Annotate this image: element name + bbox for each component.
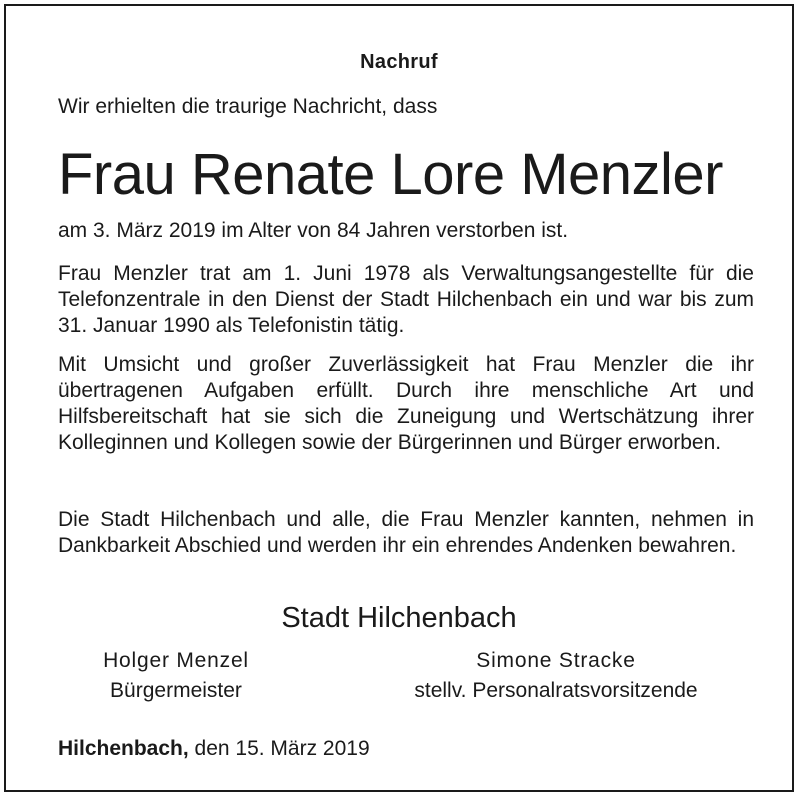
signatory-staff-council xyxy=(376,646,736,706)
signatory-name: Simone Stracke xyxy=(476,649,636,672)
organization-name: Stadt Hilchenbach xyxy=(281,602,517,634)
place-name: Hilchenbach, xyxy=(58,737,189,760)
signatory-mayor xyxy=(66,646,286,706)
death-line: am 3. März 2019 im Alter von 84 Jahren verstorben ist. xyxy=(58,219,569,242)
signatory-title: Bürgermeister xyxy=(110,679,242,702)
notice-frame xyxy=(4,4,794,792)
notice-heading: Nachruf xyxy=(360,51,438,73)
paragraph-farewell: Die Stadt Hilchenbach und alle, die Frau Menzler kannten, nehmen in Dankbarkeit Abschied und werden ihr ein ehrendes Andenken bewahren. xyxy=(58,508,754,557)
date-text: den 15. März 2019 xyxy=(188,737,370,760)
signatory-name: Holger Menzel xyxy=(103,649,249,672)
deceased-name: Frau Renate Lore Menzler xyxy=(58,142,723,207)
paragraph-employment: Frau Menzler trat am 1. Juni 1978 als Verwaltungsangestellte für die Telefonzentrale in den Dienst der Stadt Hilchenbach ein und war bis zum 31. Januar 1990 als Telefonistin tätig. xyxy=(58,262,754,337)
intro-text: Wir erhielten die traurige Nachricht, dass xyxy=(58,95,438,118)
signatory-title: stellv. Personalratsvorsitzende xyxy=(414,679,698,702)
place-date-line xyxy=(58,737,370,761)
paragraph-tribute: Mit Umsicht und großer Zuverlässigkeit hat Frau Menzler die ihr übertragenen Aufgaben erfüllt. Durch ihre menschliche Art und Hilfsbereitschaft hat sie sich die Zuneigung und Wertschätzung ihrer Kolleginnen und Kollegen sowie der Bürgerinnen und Bürger erworben. xyxy=(58,353,754,454)
